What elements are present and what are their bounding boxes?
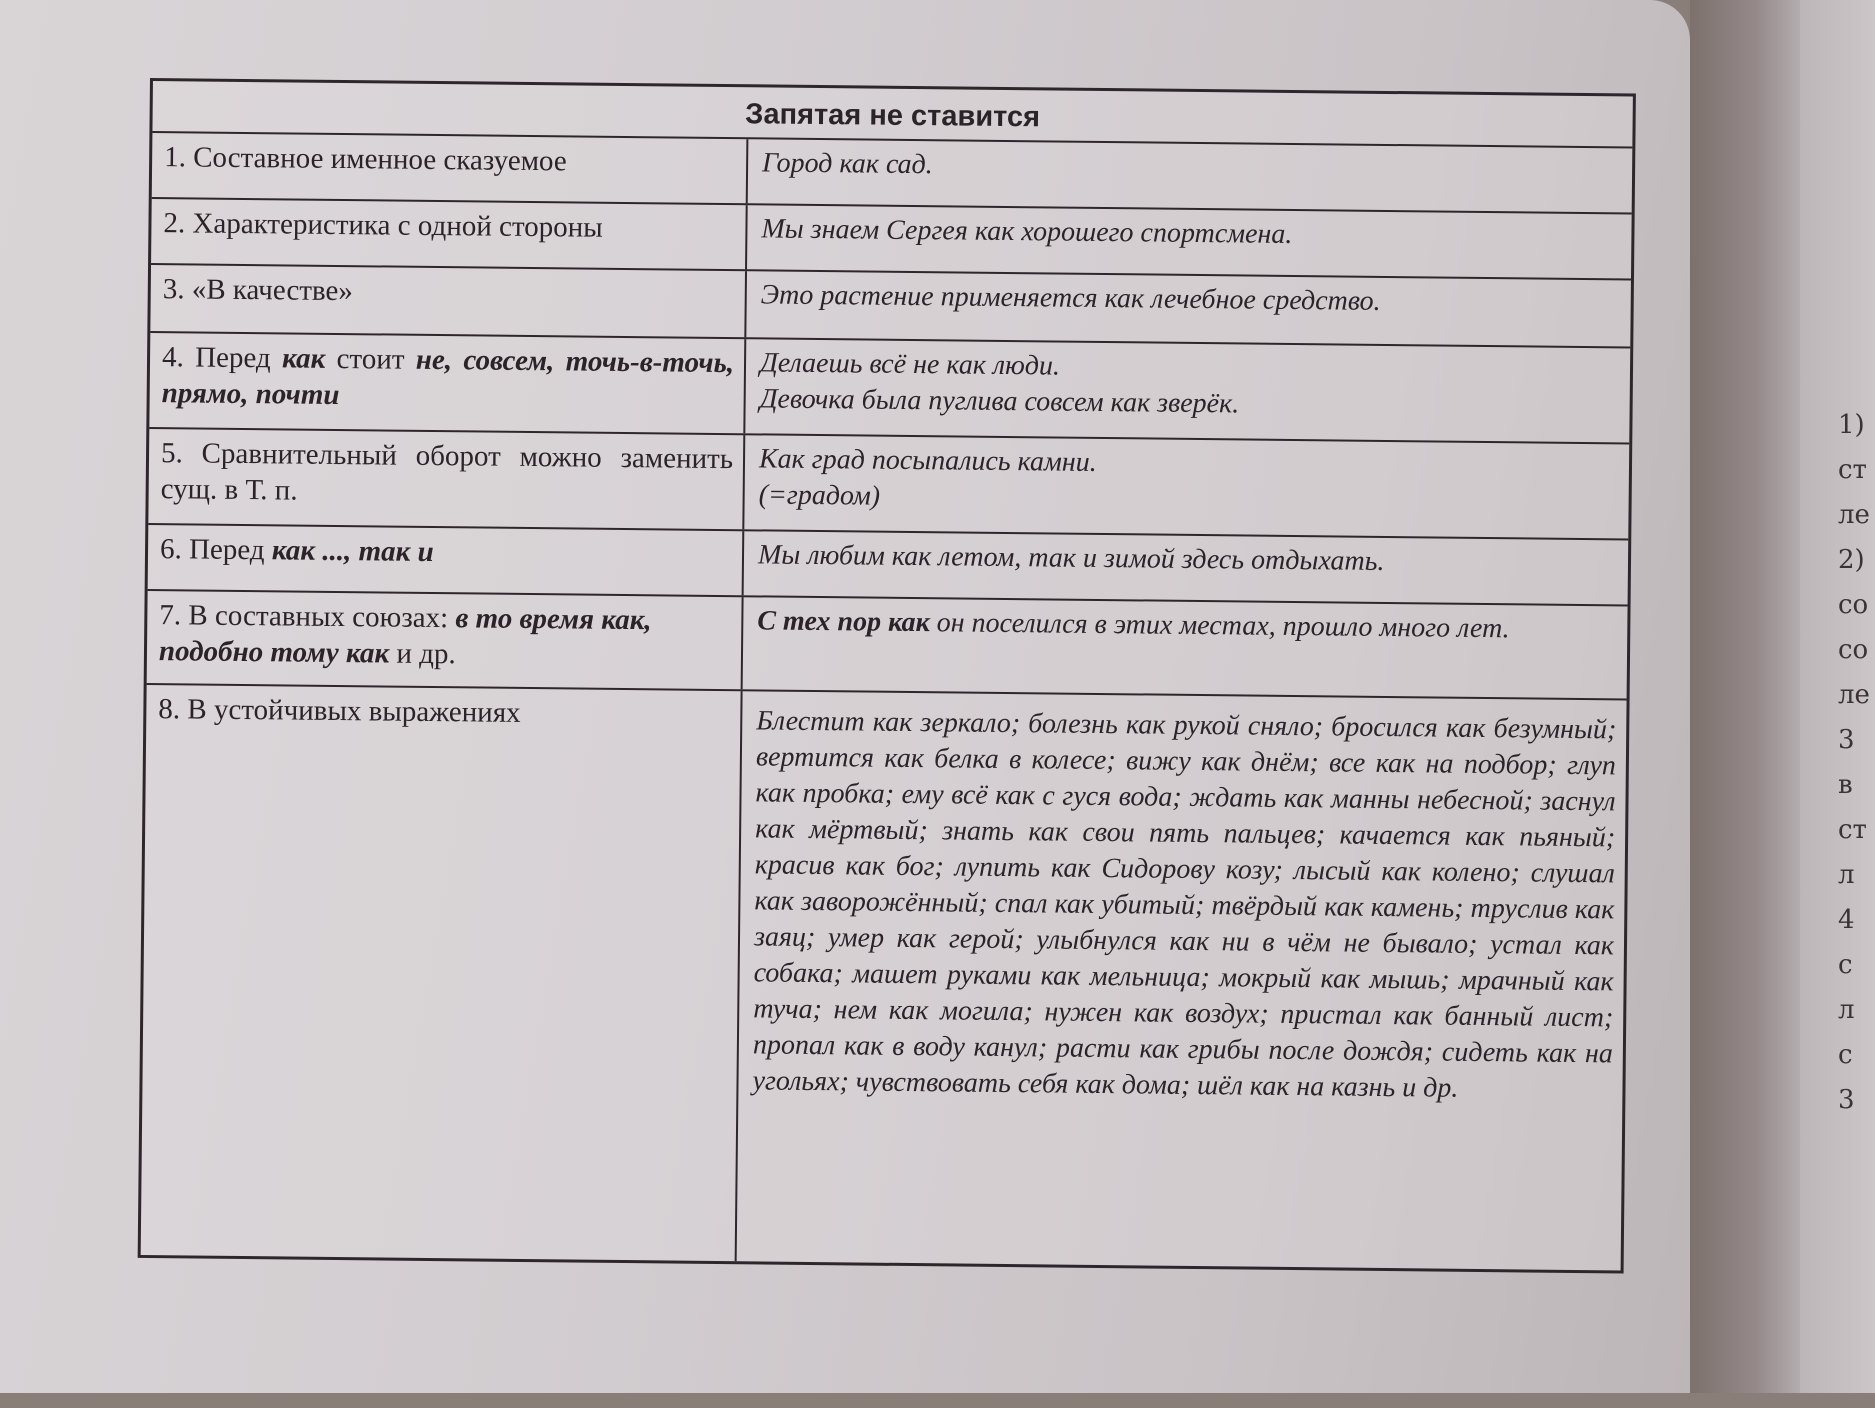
table-row xyxy=(141,685,1627,1270)
example-keyword: С тех пор как xyxy=(757,605,930,639)
example-cell xyxy=(744,531,1629,604)
rule-text: Перед xyxy=(195,341,283,375)
margin-text-item: л xyxy=(1838,860,1855,890)
example-line: Девочка была пуглива совсем как зверёк. xyxy=(759,383,1240,420)
rule-text: стоит xyxy=(325,342,417,376)
margin-text-item: л xyxy=(1838,995,1855,1025)
example-text: Блестит как зеркало; болезнь как рукой сняло; бросился как безумный; вертится как белка в колесе; вижу как днём; все как на подбор; глуп как пробка; ему всё как с гуся вода; ждать как манны небесной; заснул как мёртвый; знать как свои пять пальцев; качается как пьяный; красив как бог; лупить как Сидорову козу; лысый как колено; слушал как заворожённый; спал как убитый; твёрдый как камень; труслив как заяц; умер как герой; улыбнулся как ни в чём не бывало; устал как собака; машет руками как мельница; мокрый как мышь; мрачный как туча; нем как могила; нужен как воздух; пристал как банный лист; пропал как в воду канул; расти как грибы после дождя; сидеть как на угольях; чувствовать себя как дома; шёл как на казнь и др. xyxy=(752,705,1617,1104)
rule-text: Составное именное сказуемое xyxy=(193,141,567,178)
rule-cell xyxy=(148,429,745,529)
rule-keywords: не, совсем, точь-в-точь, прямо, почти xyxy=(161,343,735,412)
margin-text-item: 4 xyxy=(1838,905,1855,935)
example-line: (=градом) xyxy=(758,479,881,512)
rule-number: 8. xyxy=(158,693,181,726)
rule-cell xyxy=(148,525,745,595)
table-row xyxy=(148,429,1629,540)
rule-number: 5. xyxy=(160,437,183,470)
margin-text-item: со xyxy=(1838,635,1869,665)
rule-text: «В качестве» xyxy=(191,273,354,308)
rule-keywords: в то время как, подобно тому как xyxy=(158,602,652,670)
example-line: Делаешь всё не как люди. xyxy=(759,347,1061,382)
example-cell xyxy=(737,691,1627,1270)
rule-keywords: как ..., так и xyxy=(271,534,434,568)
example-line: Как град посыпались камни. xyxy=(758,443,1097,478)
margin-text-item: с xyxy=(1838,1040,1853,1070)
margin-text-item: 2) xyxy=(1838,545,1865,575)
example-cell xyxy=(743,597,1628,698)
example-text: Мы любим как летом, так и зимой здесь отдыхать. xyxy=(757,539,1385,577)
margin-text-item: ле xyxy=(1838,680,1870,710)
rule-number: 6. xyxy=(159,533,182,566)
margin-text-item: ле xyxy=(1838,500,1870,530)
rule-number: 2. xyxy=(163,207,186,240)
margin-text-item: ст xyxy=(1838,815,1867,845)
margin-text-item: с xyxy=(1838,950,1853,980)
rule-number: 7. xyxy=(159,599,182,632)
punctuation-rules-table xyxy=(138,78,1636,1273)
rule-cell xyxy=(147,591,744,689)
example-text: он поселился в этих местах, прошло много лет. xyxy=(929,607,1510,645)
table-row xyxy=(149,333,1630,444)
page-number-fragment xyxy=(180,1378,300,1408)
rule-number: 4. xyxy=(161,341,184,374)
margin-text-item: 1) xyxy=(1838,410,1865,440)
example-cell xyxy=(744,435,1629,538)
table-row xyxy=(147,591,1628,700)
rule-text: Характеристика с одной стороны xyxy=(192,207,603,244)
rule-keyword: как xyxy=(281,342,326,375)
example-cell xyxy=(748,139,1633,212)
rule-text: Перед xyxy=(188,533,273,567)
rule-cell xyxy=(151,199,748,269)
book-gutter xyxy=(1690,0,1800,1393)
table-title: Запятая не ставится xyxy=(152,81,1632,148)
rule-cell xyxy=(141,685,743,1261)
example-text: Город как сад. xyxy=(761,147,933,181)
example-cell xyxy=(746,271,1631,346)
example-text: Мы знаем Сергея как хорошего спортсмена. xyxy=(761,213,1293,250)
margin-text-item: ст xyxy=(1838,455,1867,485)
rule-text: Сравнительный оборот можно заменить сущ. в Т. п. xyxy=(160,437,734,507)
rule-cell xyxy=(152,133,749,203)
rule-text: и др. xyxy=(389,637,456,671)
rule-cell xyxy=(150,265,747,337)
rule-number: 1. xyxy=(164,141,187,174)
example-cell xyxy=(745,339,1630,442)
example-text: Это растение применяется как лечебное средство. xyxy=(760,279,1381,317)
rule-cell xyxy=(149,333,746,433)
margin-text-item: в xyxy=(1838,770,1853,800)
rule-number: 3. xyxy=(162,273,185,306)
rule-text: В составных союзах: xyxy=(188,599,456,635)
margin-text-item: со xyxy=(1838,590,1869,620)
example-cell xyxy=(747,205,1632,278)
margin-text-item: 3 xyxy=(1838,725,1855,755)
margin-text-item: 3 xyxy=(1838,1085,1855,1115)
rule-text: В устойчивых выражениях xyxy=(187,693,521,729)
